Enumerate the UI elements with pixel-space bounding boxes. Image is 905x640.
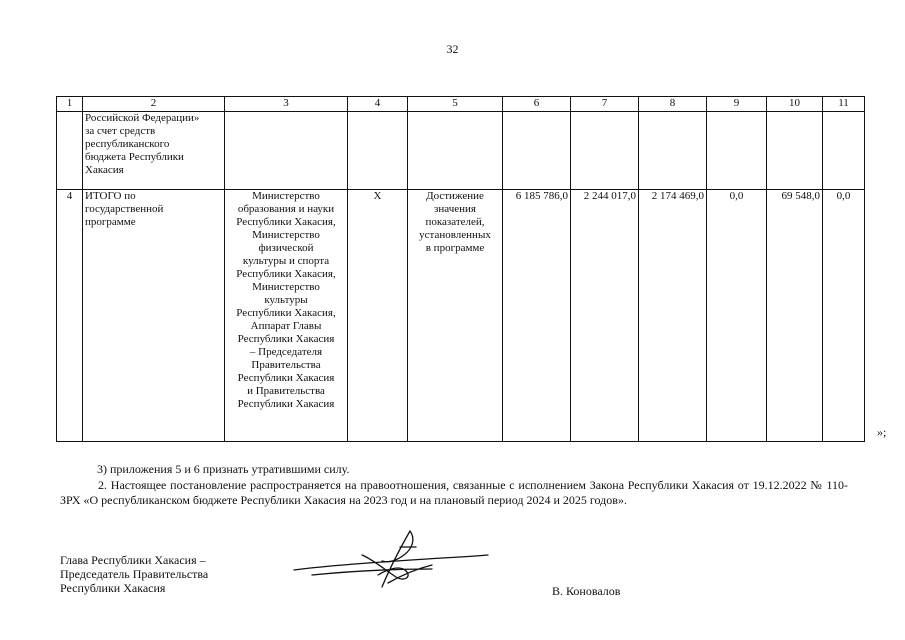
- header-cell: 4: [348, 97, 408, 112]
- header-cell: 3: [225, 97, 348, 112]
- budget-table: [56, 96, 865, 442]
- header-cell: 8: [639, 97, 707, 112]
- value-col11: 0,0: [823, 190, 865, 442]
- value-col10: 69 548,0: [767, 190, 823, 442]
- result-text: Достижение значения показателей, установленных в программе: [408, 190, 503, 442]
- table-header-row: [57, 97, 865, 112]
- row-number: 4: [57, 190, 83, 442]
- header-cell: 6: [503, 97, 571, 112]
- value-col7: 2 244 017,0: [571, 190, 639, 442]
- signer-name: В. Коновалов: [552, 584, 621, 598]
- paragraph-item-3: 3) приложения 5 и 6 признать утратившими силу.: [97, 462, 350, 476]
- header-cell: 2: [83, 97, 225, 112]
- closing-quote-mark: »;: [877, 425, 887, 439]
- table-row-total: [57, 190, 865, 442]
- value-col9: 0,0: [707, 190, 767, 442]
- page-number: 32: [446, 42, 459, 56]
- signer-title: Глава Республики Хакасия – Председатель Правительства Республики Хакасия: [60, 553, 209, 595]
- continuation-text: Российской Федерации» за счет средств республиканского бюджета Республики Хакасия: [83, 112, 225, 190]
- executors-list: Министерство образования и науки Республики Хакасия, Министерство физической культуры и спорта Республики Хакасия, Министерство культуры Республики Хакасия, Аппарат Главы Республики Хакасия – Председателя Правительства Республики Хакасия и Правительства Республики Хакасия: [225, 190, 348, 442]
- value-col8: 2 174 469,0: [639, 190, 707, 442]
- header-cell: 10: [767, 97, 823, 112]
- col4-value: Х: [348, 190, 408, 442]
- handwritten-signature: [292, 525, 492, 595]
- paragraph-item-2: 2. Настоящее постановление распространяется на правоотношения, связанные с исполнением Закона Республики Хакасия от 19.12.2022 № 110-ЗРХ «О республиканском бюджете Республики Хакасия на 2023 год и на плановый период 2024 и 2025 годов».: [60, 478, 848, 507]
- total-label: ИТОГО по государственной программе: [83, 190, 225, 442]
- header-cell: 9: [707, 97, 767, 112]
- table-row-continuation: [57, 112, 865, 190]
- value-col6: 6 185 786,0: [503, 190, 571, 442]
- header-cell: 5: [408, 97, 503, 112]
- header-cell: 7: [571, 97, 639, 112]
- header-cell: 11: [823, 97, 865, 112]
- header-cell: 1: [57, 97, 83, 112]
